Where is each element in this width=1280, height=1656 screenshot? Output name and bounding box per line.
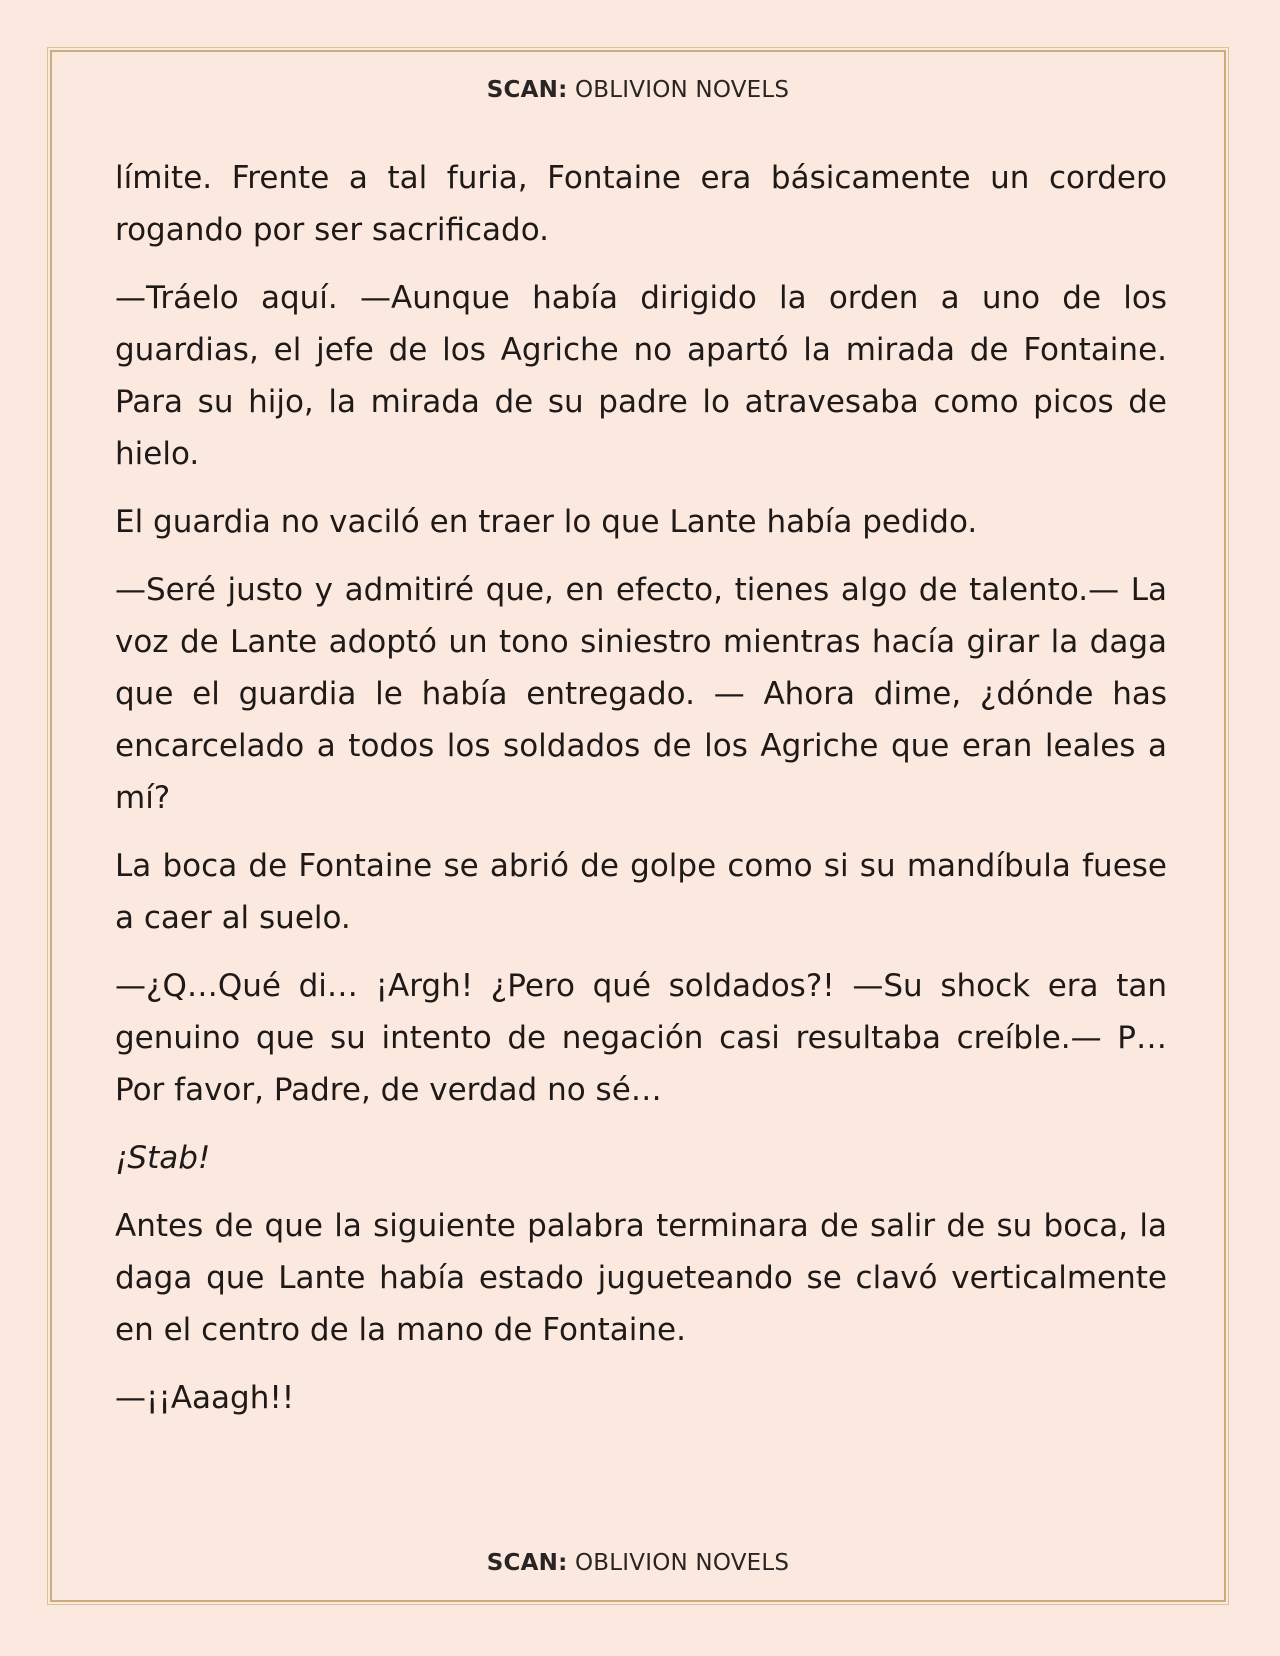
paragraph: Antes de que la siguiente palabra terminara de salir de su boca, la daga que Lante había estado jugueteando se clavó verticalmente en el centro de la mano de Fontaine. bbox=[115, 1208, 1167, 1348]
footer-scan-label: SCAN: bbox=[486, 1550, 568, 1576]
sound-effect: ¡Stab! bbox=[115, 1140, 211, 1176]
chapter-text bbox=[115, 152, 1167, 1440]
paragraph: —¡¡Aaagh!! bbox=[115, 1380, 295, 1416]
header-source: OBLIVION NOVELS bbox=[575, 77, 790, 103]
page-frame bbox=[50, 50, 1226, 1602]
footer-source: OBLIVION NOVELS bbox=[575, 1550, 790, 1576]
paragraph: El guardia no vaciló en traer lo que Lante había pedido. bbox=[115, 504, 978, 540]
page-footer bbox=[52, 1550, 1224, 1576]
paragraph: La boca de Fontaine se abrió de golpe como si su mandíbula fuese a caer al suelo. bbox=[115, 848, 1167, 936]
page-header bbox=[52, 77, 1224, 103]
paragraph: límite. Frente a tal furia, Fontaine era básicamente un cordero rogando por ser sacrificado. bbox=[115, 160, 1167, 248]
header-scan-label: SCAN: bbox=[486, 77, 568, 103]
paragraph: —Seré justo y admitiré que, en efecto, tienes algo de talento.— La voz de Lante adoptó un tono siniestro mientras hacía girar la daga que el guardia le había entregado. — Ahora dime, ¿dónde has encarcelado a todos los soldados de los Agriche que eran leales a mí? bbox=[115, 572, 1167, 816]
paragraph: —¿Q…Qué di… ¡Argh! ¿Pero qué soldados?! —Su shock era tan genuino que su intento de negación casi resultaba creíble.— P… Por favor, Padre, de verdad no sé… bbox=[115, 968, 1167, 1108]
paragraph: —Tráelo aquí. —Aunque había dirigido la orden a uno de los guardias, el jefe de los Agriche no apartó la mirada de Fontaine. Para su hijo, la mirada de su padre lo atravesaba como picos de hielo. bbox=[115, 280, 1167, 472]
